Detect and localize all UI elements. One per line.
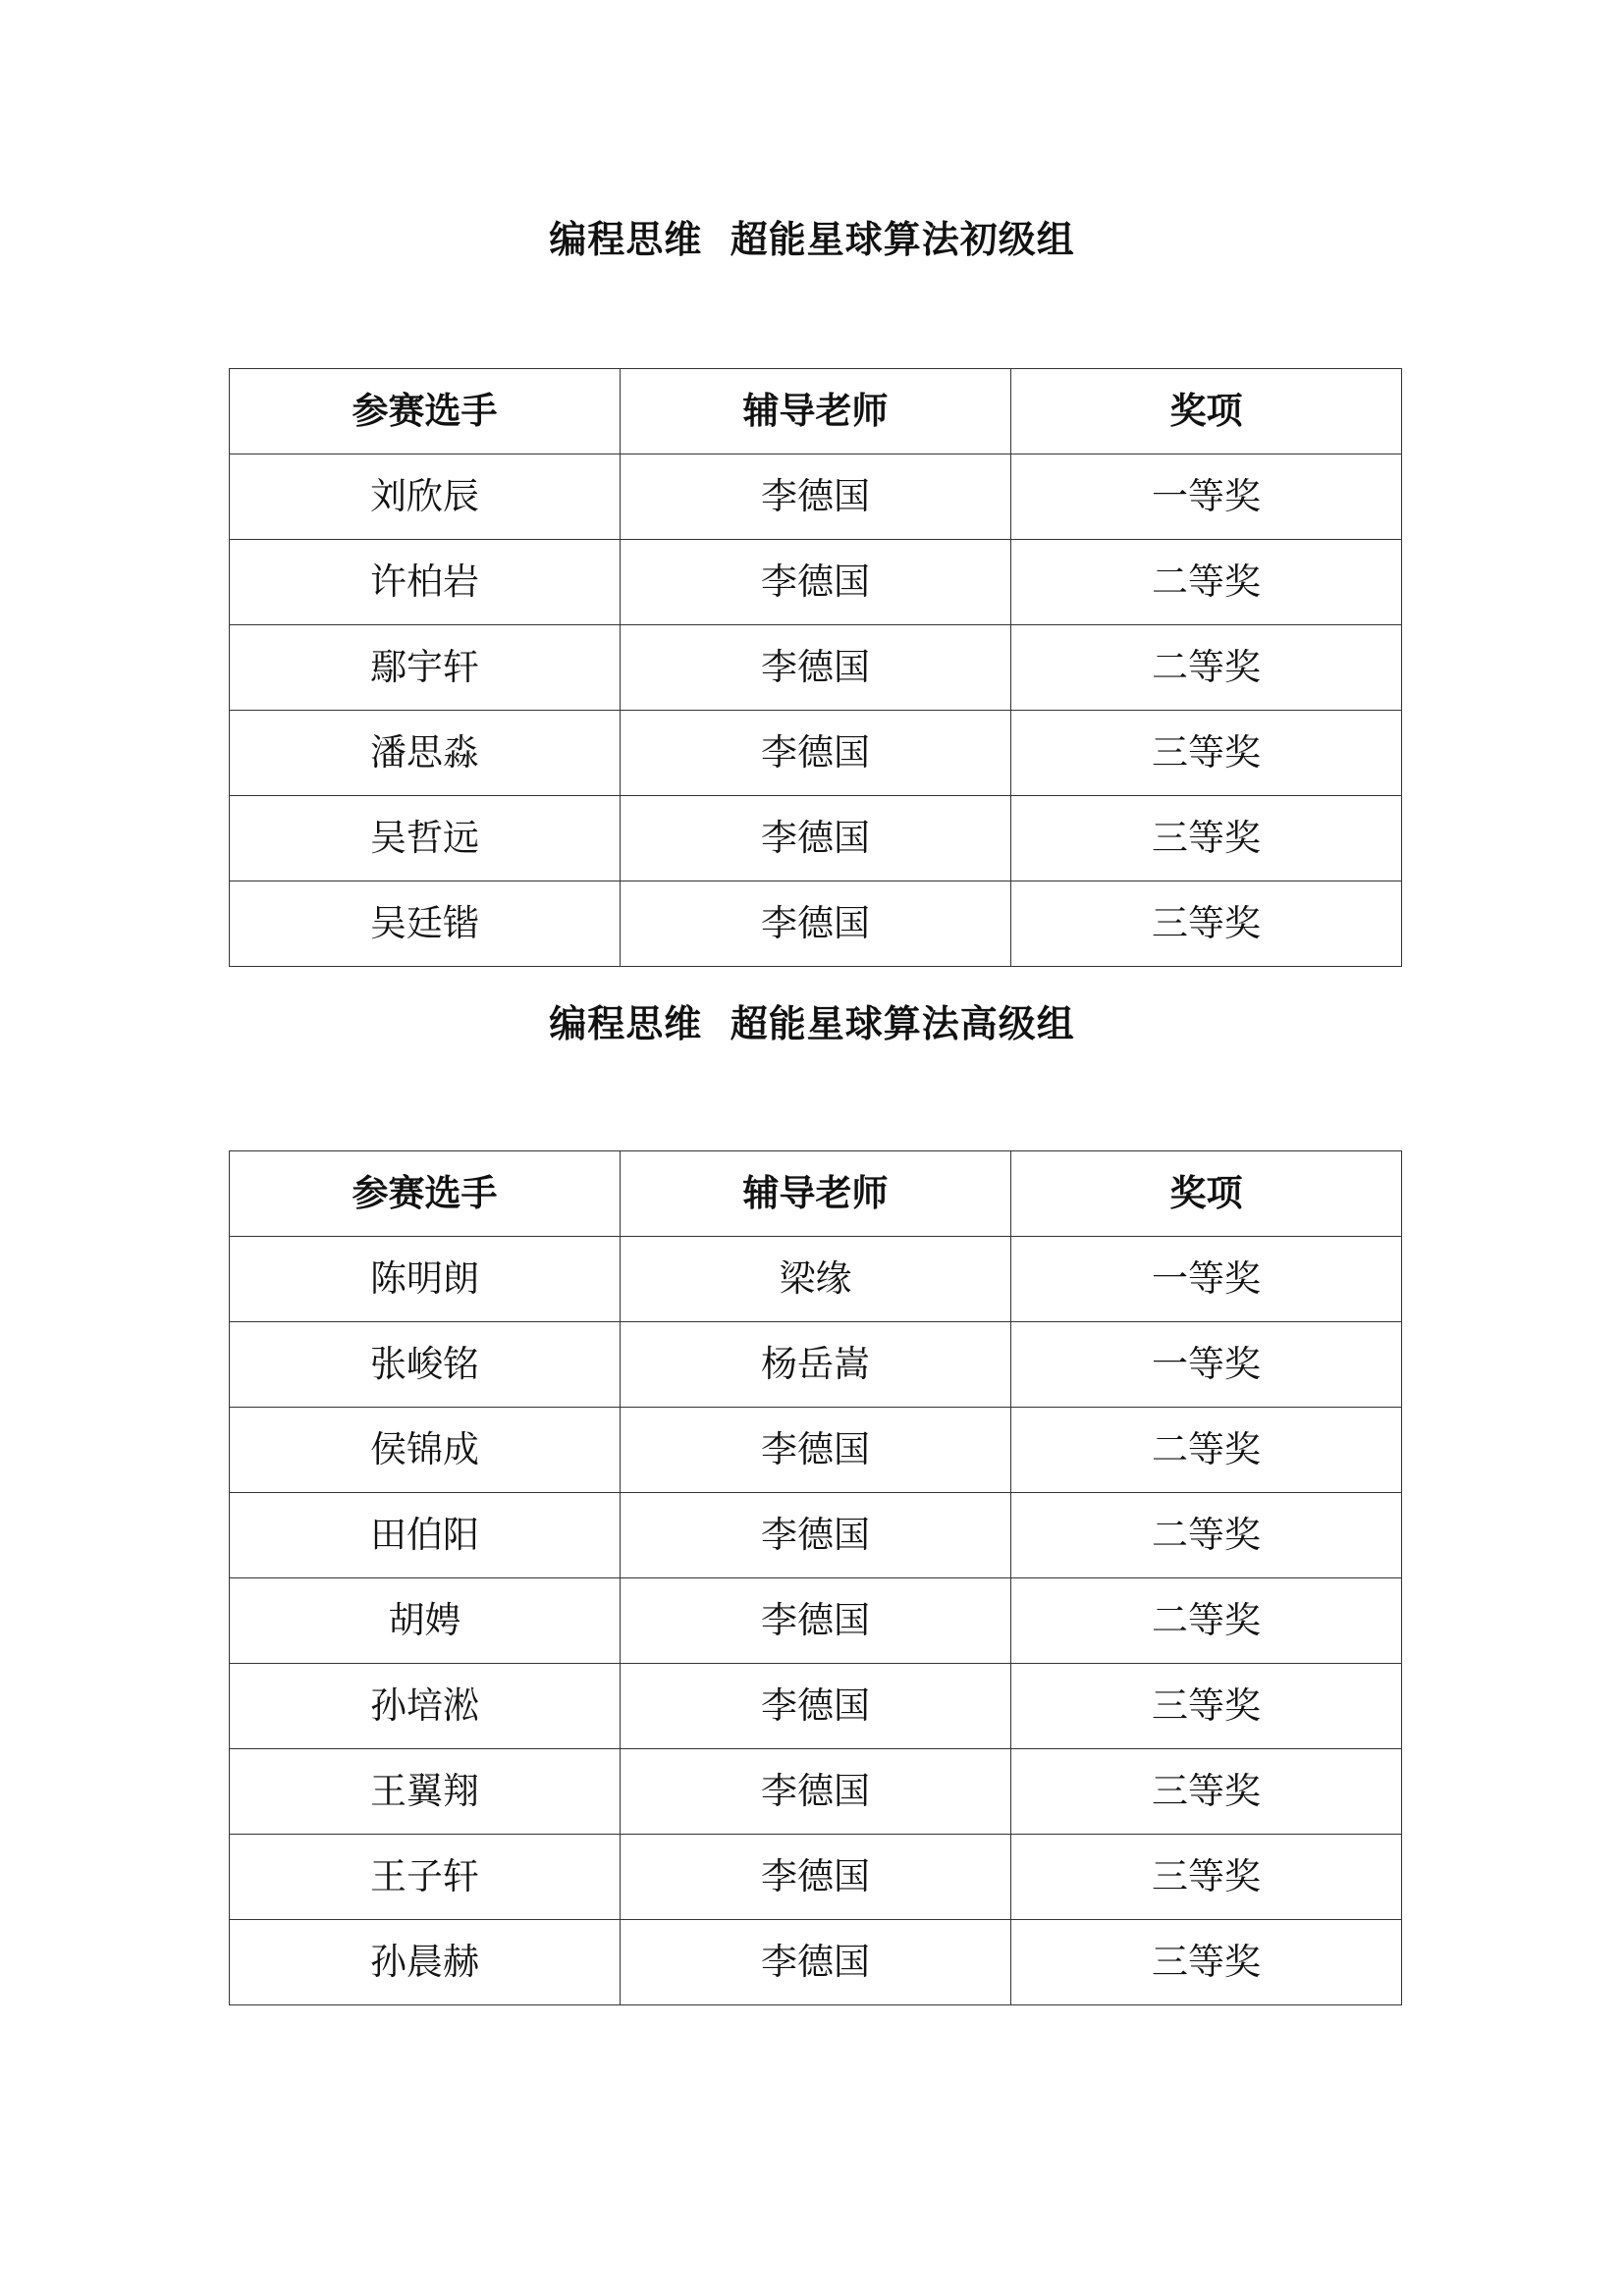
award-cell: 二等奖	[1011, 1408, 1402, 1493]
table-row	[230, 1493, 1402, 1578]
table-row	[230, 1237, 1402, 1322]
section-title-senior: 编程思维 超能星球算法高级组	[549, 1002, 1075, 1045]
instructor-cell: 李德国	[621, 1835, 1011, 1920]
header-contestant: 参赛选手	[230, 1151, 621, 1237]
instructor-cell: 李德国	[621, 540, 1011, 625]
table-row	[230, 1408, 1402, 1493]
instructor-cell: 李德国	[621, 454, 1011, 540]
award-table-senior	[229, 1150, 1402, 2005]
contestant-cell: 吴廷锴	[230, 881, 621, 967]
contestant-cell: 田伯阳	[230, 1493, 621, 1578]
header-instructor: 辅导老师	[621, 369, 1011, 454]
contestant-cell: 王子轩	[230, 1835, 621, 1920]
table-row	[230, 1835, 1402, 1920]
instructor-cell: 梁缘	[621, 1237, 1011, 1322]
contestant-cell: 鄢宇轩	[230, 625, 621, 711]
contestant-cell: 陈明朗	[230, 1237, 621, 1322]
header-award: 奖项	[1011, 1151, 1402, 1237]
award-cell: 二等奖	[1011, 625, 1402, 711]
contestant-cell: 张峻铭	[230, 1322, 621, 1408]
table-header-row	[230, 1151, 1402, 1237]
table-row	[230, 796, 1402, 881]
instructor-cell: 李德国	[621, 1749, 1011, 1835]
contestant-cell: 潘思淼	[230, 711, 621, 796]
award-cell: 三等奖	[1011, 1749, 1402, 1835]
table-row	[230, 625, 1402, 711]
instructor-cell: 李德国	[621, 1493, 1011, 1578]
award-cell: 三等奖	[1011, 711, 1402, 796]
table-row	[230, 1749, 1402, 1835]
table-row	[230, 1664, 1402, 1749]
table-row	[230, 1920, 1402, 2005]
award-cell: 一等奖	[1011, 1322, 1402, 1408]
instructor-cell: 李德国	[621, 1408, 1011, 1493]
instructor-cell: 李德国	[621, 1664, 1011, 1749]
award-cell: 二等奖	[1011, 540, 1402, 625]
award-cell: 一等奖	[1011, 1237, 1402, 1322]
award-cell: 三等奖	[1011, 796, 1402, 881]
table-row	[230, 1578, 1402, 1664]
award-table-junior	[229, 368, 1402, 967]
instructor-cell: 杨岳嵩	[621, 1322, 1011, 1408]
instructor-cell: 李德国	[621, 711, 1011, 796]
award-cell: 二等奖	[1011, 1493, 1402, 1578]
contestant-cell: 吴哲远	[230, 796, 621, 881]
instructor-cell: 李德国	[621, 796, 1011, 881]
header-award: 奖项	[1011, 369, 1402, 454]
award-cell: 三等奖	[1011, 881, 1402, 967]
contestant-cell: 许柏岩	[230, 540, 621, 625]
award-cell: 三等奖	[1011, 1835, 1402, 1920]
award-cell: 一等奖	[1011, 454, 1402, 540]
contestant-cell: 孙培淞	[230, 1664, 621, 1749]
instructor-cell: 李德国	[621, 625, 1011, 711]
contestant-cell: 刘欣辰	[230, 454, 621, 540]
instructor-cell: 李德国	[621, 881, 1011, 967]
instructor-cell: 李德国	[621, 1578, 1011, 1664]
table-row	[230, 881, 1402, 967]
table-row	[230, 454, 1402, 540]
award-cell: 二等奖	[1011, 1578, 1402, 1664]
table-row	[230, 711, 1402, 796]
contestant-cell: 胡娉	[230, 1578, 621, 1664]
award-cell: 三等奖	[1011, 1920, 1402, 2005]
table-row	[230, 1322, 1402, 1408]
header-contestant: 参赛选手	[230, 369, 621, 454]
contestant-cell: 侯锦成	[230, 1408, 621, 1493]
table-row	[230, 540, 1402, 625]
contestant-cell: 孙晨赫	[230, 1920, 621, 2005]
award-cell: 三等奖	[1011, 1664, 1402, 1749]
instructor-cell: 李德国	[621, 1920, 1011, 2005]
contestant-cell: 王翼翔	[230, 1749, 621, 1835]
table-header-row	[230, 369, 1402, 454]
section-title-junior: 编程思维 超能星球算法初级组	[549, 218, 1075, 261]
header-instructor: 辅导老师	[621, 1151, 1011, 1237]
